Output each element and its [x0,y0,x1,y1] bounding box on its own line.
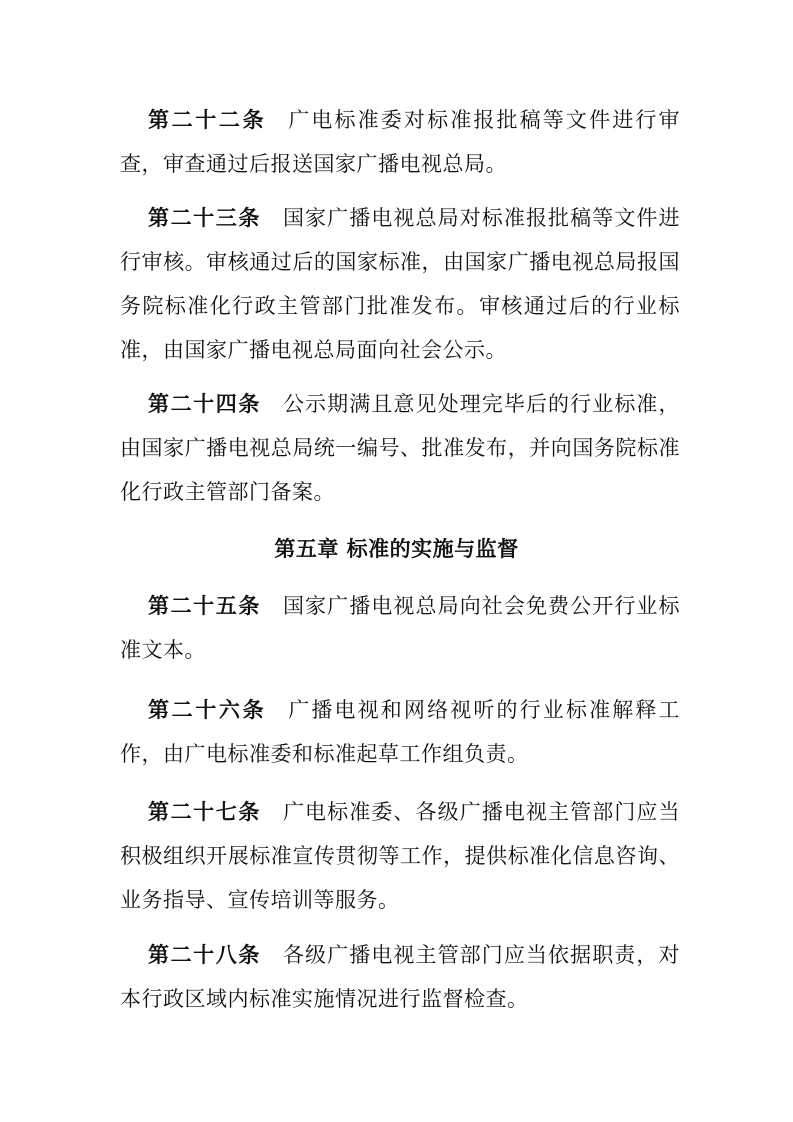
article-text: 各级广播电视主管部门应当依据职责，对本行政区域内标准实施情况进行监督检查。 [120,943,681,1011]
article-number: 第二十四条 [148,392,261,416]
article-text: 广电标准委对标准报批稿等文件进行审查，审查通过后报送国家广播电视总局。 [120,108,681,176]
article-25 [120,584,680,672]
article-22 [120,98,680,186]
article-text: 广电标准委、各级广播电视主管部门应当积极组织开展标准宣传贯彻等工作，提供标准化信息咨询、业务指导、宣传培训等服务。 [120,800,681,912]
article-28 [120,933,680,1021]
chapter-title: 第五章 标准的实施与监督 [274,537,519,561]
article-number: 第二十六条 [148,698,267,722]
article-text: 公示期满且意见处理完毕后的行业标准，由国家广播电视总局统一编号、批准发布，并向国务院标准化行政主管部门备案。 [120,392,681,504]
article-text: 广播电视和网络视听的行业标准解释工作，由广电标准委和标准起草工作组负责。 [120,698,681,766]
article-23 [120,196,680,372]
article-text: 国家广播电视总局对标准报批稿等文件进行审核。审核通过后的国家标准，由国家广播电视总局报国务院标准化行政主管部门批准发布。审核通过后的行业标准，由国家广播电视总局面向社会公示。 [120,206,681,362]
article-number: 第二十八条 [148,943,261,967]
article-24 [120,382,680,514]
article-number: 第二十五条 [148,594,261,618]
article-number: 第二十七条 [148,800,261,824]
article-number: 第二十二条 [148,108,267,132]
article-number: 第二十三条 [148,206,261,230]
article-26 [120,688,680,776]
article-27 [120,790,680,922]
article-text: 国家广播电视总局向社会免费公开行业标准文本。 [120,594,681,662]
